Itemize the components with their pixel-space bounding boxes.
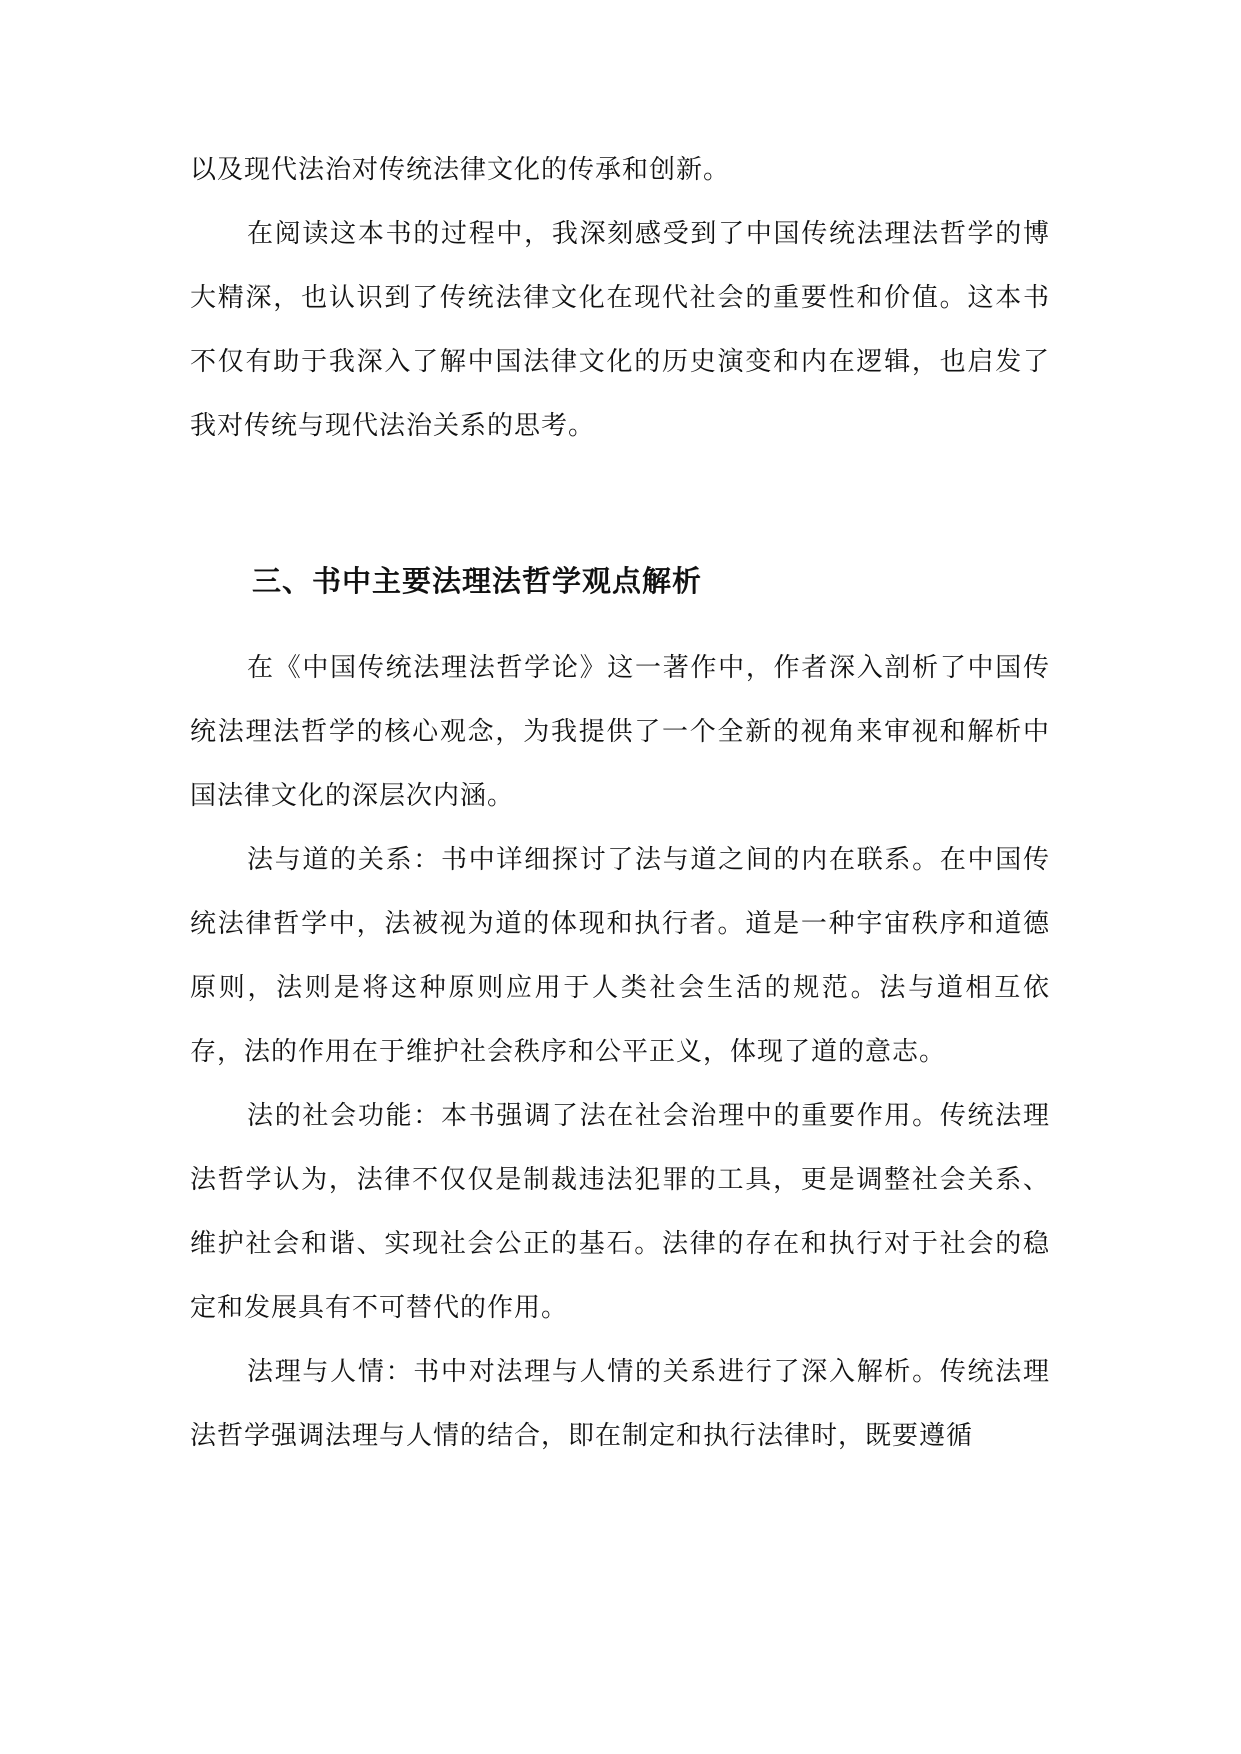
paragraph-social-function: 法的社会功能：本书强调了法在社会治理中的重要作用。传统法理法哲学认为，法律不仅仅是制裁违法犯罪的工具，更是调整社会关系、维护社会和谐、实现社会公正的基石。法律的存在和执行对于社会的稳定和发展具有不可替代的作用。	[190, 1101, 1050, 1323]
section-two-tail	[190, 138, 1050, 458]
paragraph-continuation: 以及现代法治对传统法律文化的传承和创新。	[190, 155, 731, 185]
paragraph-law-and-dao: 法与道的关系：书中详细探讨了法与道之间的内在联系。在中国传统法律哲学中，法被视为道的体现和执行者。道是一种宇宙秩序和道德原则，法则是将这种原则应用于人类社会生活的规范。法与道相互依存，法的作用在于维护社会秩序和公平正义，体现了道的意志。	[190, 845, 1050, 1067]
section-three-body	[190, 636, 1050, 1468]
paragraph-intro: 在《中国传统法理法哲学论》这一著作中，作者深入剖析了中国传统法理法哲学的核心观念，为我提供了一个全新的视角来审视和解析中国法律文化的深层次内涵。	[190, 653, 1050, 811]
paragraph-reading-reflection: 在阅读这本书的过程中，我深刻感受到了中国传统法理法哲学的博大精深，也认识到了传统法律文化在现代社会的重要性和价值。这本书不仅有助于我深入了解中国法律文化的历史演变和内在逻辑，也启发了我对传统与现代法治关系的思考。	[190, 219, 1050, 441]
paragraph-law-and-sentiment: 法理与人情：书中对法理与人情的关系进行了深入解析。传统法理法哲学强调法理与人情的结合，即在制定和执行法律时，既要遵循	[190, 1357, 1050, 1451]
section-heading: 三、书中主要法理法哲学观点解析	[252, 564, 703, 598]
